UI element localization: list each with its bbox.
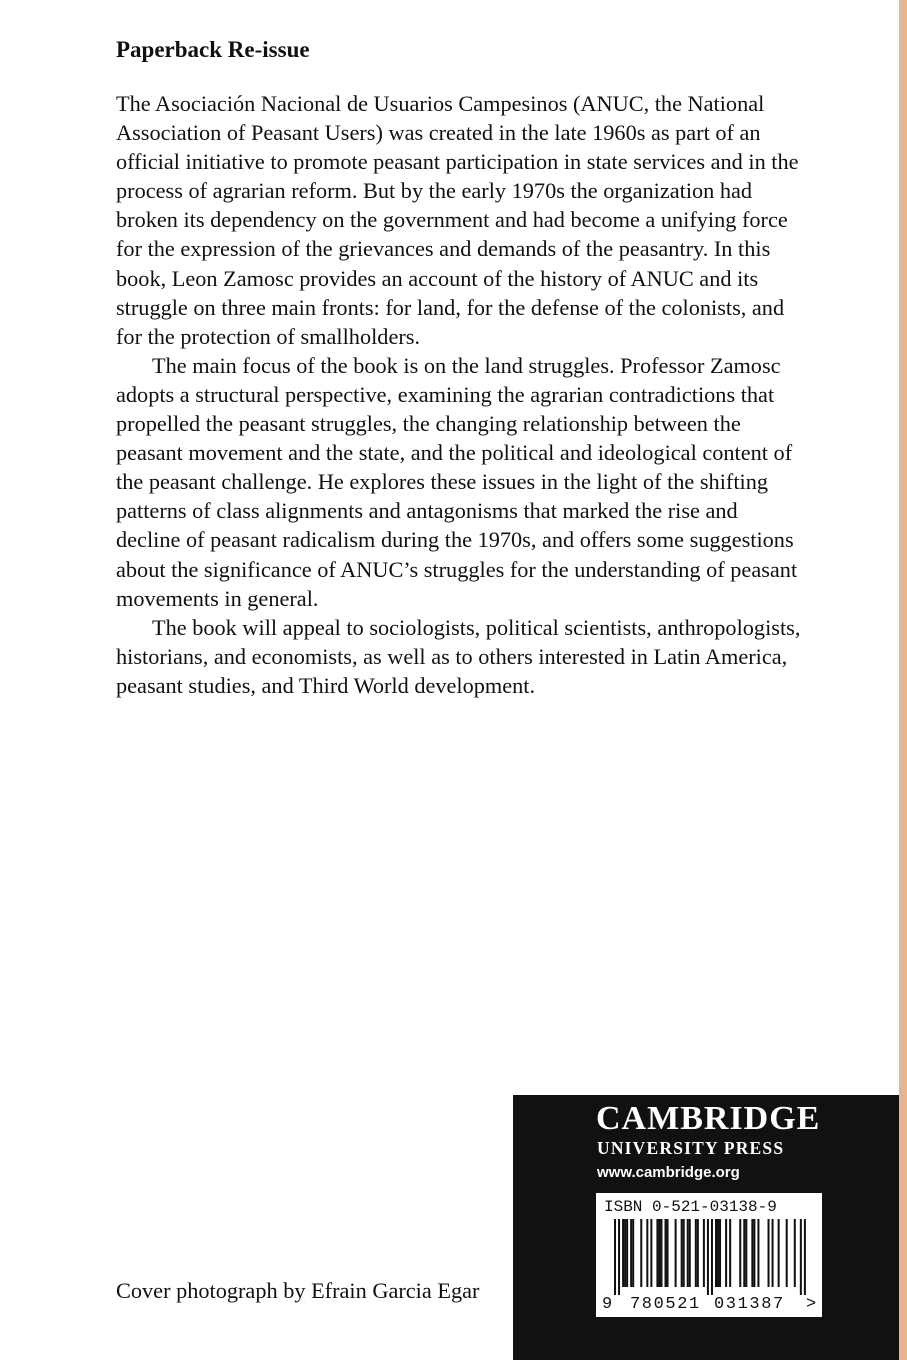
publisher-url: www.cambridge.org xyxy=(597,1164,740,1181)
barcode-bar xyxy=(656,1219,658,1287)
barcode-bar xyxy=(772,1219,774,1287)
isbn-text: ISBN 0-521-03138-9 xyxy=(604,1198,777,1216)
ean-quiet-zone-mark: > xyxy=(806,1295,817,1314)
barcode-bar xyxy=(786,1219,788,1287)
barcode-bar xyxy=(739,1219,741,1287)
barcode-bar xyxy=(757,1219,759,1287)
barcode-bar xyxy=(743,1219,745,1287)
blurb-paragraph-1: The Asociación Nacional de Usuarios Campesinos (ANUC, the National Association of Peasant Users) was created in the late 1960s as part of an official initiative to promote peasant participation in state services and in the process of agrarian reform. But by the early 1970s the organization had broken its dependency on the government and had become a unifying force for the expression of the grievances and demands of the peasantry. In this book, Leon Zamosc provides an account of the history of ANUC and its struggle on three main fronts: for land, for the defense of the colonists, and for the protection of smallholders. xyxy=(116,91,799,349)
barcode-bar xyxy=(697,1219,699,1287)
barcode-bar xyxy=(689,1219,691,1287)
ean-left-digits: 780521 xyxy=(630,1295,701,1314)
barcode-bar xyxy=(681,1219,683,1287)
publisher-name: CAMBRIDGE xyxy=(596,1100,821,1137)
ean-right-digits: 031387 xyxy=(714,1295,785,1314)
barcode-bar xyxy=(658,1219,660,1287)
cover-photo-credit: Cover photograph by Efrain Garcia Egar xyxy=(116,1278,480,1303)
barcode-bar xyxy=(719,1219,721,1287)
barcode-bar xyxy=(707,1219,709,1295)
barcode-bar xyxy=(695,1219,697,1287)
barcode-bar xyxy=(751,1219,753,1287)
barcode-bar xyxy=(683,1219,685,1287)
barcode-bar xyxy=(630,1219,632,1287)
barcode-bar xyxy=(794,1219,796,1287)
barcode-bar xyxy=(715,1219,717,1287)
barcode-bar xyxy=(804,1219,806,1295)
barcode-bar xyxy=(618,1219,620,1295)
page-edge-strip xyxy=(899,0,907,1360)
barcode-bar xyxy=(745,1219,747,1287)
blurb-paragraph-2: The main focus of the book is on the land struggles. Professor Zamosc adopts a structural perspective, examining the agrarian contradictions that propelled the peasant struggles, the changing relationship between the peasant movement and the state, and the political and ideological content of the peasant challenge. He explores these issues in the light of the shifting patterns of class alignments and antagonisms that marked the rise and decline of peasant radicalism during the 1970s, and offers some suggestions about the significance of ANUC’s struggles for the understanding of peasant movements in general. xyxy=(116,352,798,611)
barcode-bar xyxy=(725,1219,727,1287)
publisher-block xyxy=(513,1095,899,1360)
barcode-bar xyxy=(753,1219,755,1287)
barcode-bar xyxy=(778,1219,780,1287)
barcode-bar xyxy=(665,1219,667,1287)
barcode-bar xyxy=(660,1219,662,1287)
barcode-bar xyxy=(626,1219,628,1287)
barcode-bar xyxy=(632,1219,634,1287)
barcode-bar xyxy=(687,1219,689,1287)
barcode-bar xyxy=(667,1219,669,1287)
blurb-text xyxy=(116,89,806,700)
barcode-bar xyxy=(646,1219,648,1287)
ean-lead-digit: 9 xyxy=(602,1295,613,1314)
barcode-bar xyxy=(624,1219,626,1287)
barcode-bar xyxy=(640,1219,642,1287)
barcode-bar xyxy=(650,1219,652,1287)
barcode-bar xyxy=(614,1219,616,1295)
barcode-bar xyxy=(768,1219,770,1287)
publisher-subtitle: UNIVERSITY PRESS xyxy=(597,1138,785,1158)
barcode-box xyxy=(596,1193,822,1317)
page-heading: Paperback Re-issue xyxy=(116,37,310,62)
barcode-bar xyxy=(622,1219,624,1287)
barcode-bar xyxy=(703,1219,705,1287)
ean-digits xyxy=(596,1294,822,1316)
blurb-paragraph-3: The book will appeal to sociologists, political scientists, anthropologists, historians, and economists, as well as to others interested in Latin America, peasant studies, and Third World development. xyxy=(116,614,801,698)
barcode-bar xyxy=(711,1219,713,1295)
barcode-bar xyxy=(729,1219,731,1287)
barcode-bar xyxy=(800,1219,802,1295)
barcode-bars xyxy=(596,1219,822,1295)
barcode-bar xyxy=(675,1219,677,1287)
barcode-bar xyxy=(717,1219,719,1287)
